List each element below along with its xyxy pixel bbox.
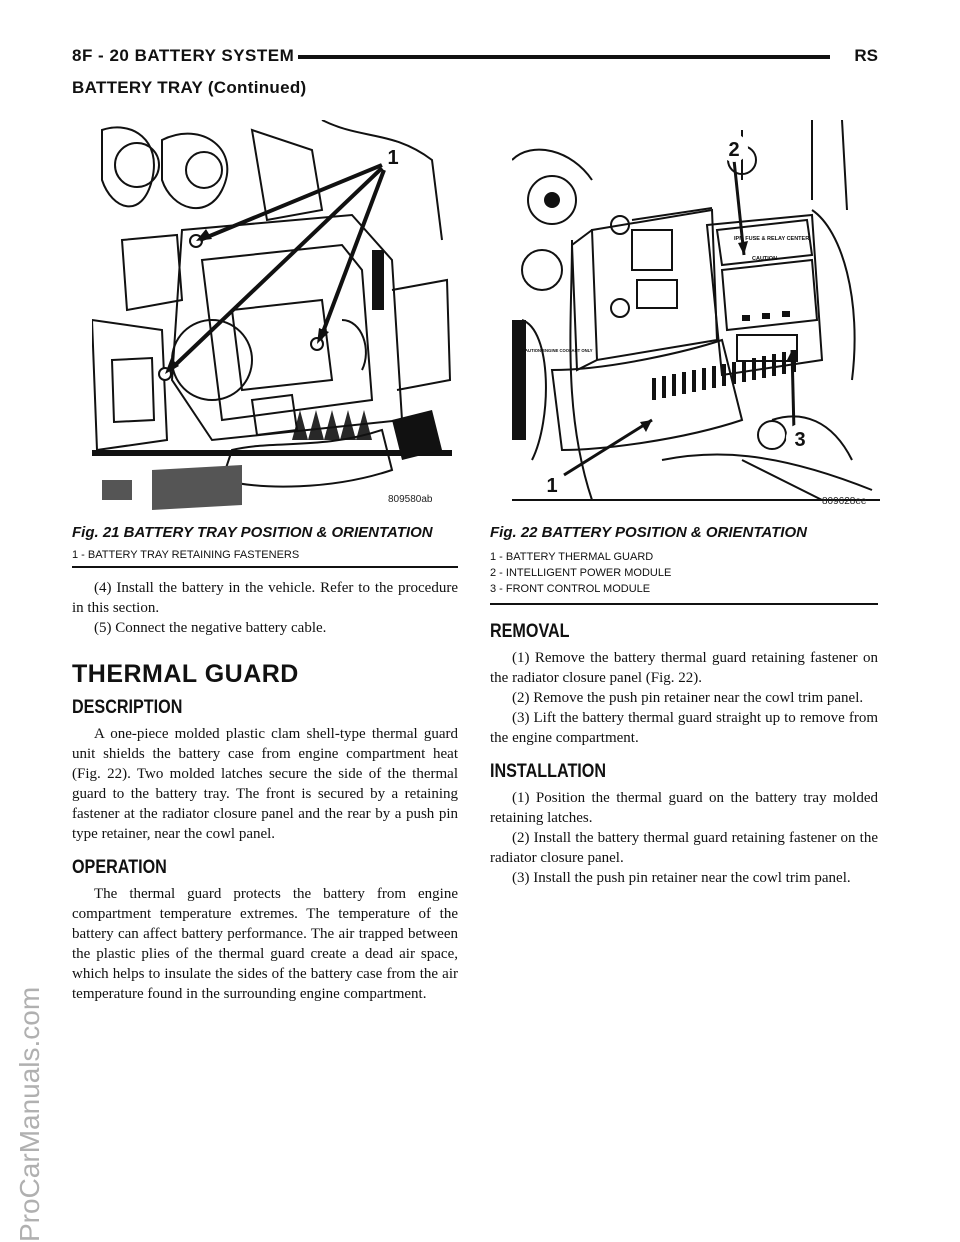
figure-22-caption: Fig. 22 BATTERY POSITION & ORIENTATION (490, 524, 807, 541)
legend-item: 1 - BATTERY THERMAL GUARD (490, 551, 654, 563)
left-column (72, 578, 458, 1004)
operation-heading: OPERATION (72, 857, 167, 878)
step-paragraph: (3) Install the push pin retainer near the cowl trim panel. (512, 870, 851, 886)
coolant-label: CAUTION ENGINE COOLANT ONLY (522, 348, 593, 353)
page-number-section: 8F - 20 BATTERY SYSTEM (72, 46, 295, 65)
figure-22-legend (490, 549, 671, 597)
step-paragraph: (2) Remove the push pin retainer near the cowl trim panel. (512, 690, 864, 706)
figure-21-legend (72, 547, 299, 563)
manual-code: RS (854, 46, 878, 65)
step-paragraph: (3) Lift the battery thermal guard straight up to remove from the engine compartment. (490, 710, 878, 746)
step-paragraph: (1) Position the thermal guard on the battery tray molded retaining latches. (490, 790, 878, 826)
figure-21-illustration (92, 120, 452, 510)
legend-item: 3 - FRONT CONTROL MODULE (490, 583, 651, 595)
right-column (490, 612, 878, 888)
figure-22-code: 809628ee (822, 496, 867, 507)
removal-heading: REMOVAL (490, 621, 570, 642)
legend-item: 2 - INTELLIGENT POWER MODULE (490, 567, 672, 579)
step-paragraph: (5) Connect the negative battery cable. (94, 620, 327, 636)
step-paragraph: (2) Install the battery thermal guard retaining fastener on the radiator closure panel. (490, 830, 878, 866)
battery-position-drawing (512, 120, 880, 510)
description-text: A one-piece molded plastic clam shell-type thermal guard unit shields the battery case from engine compartment heat (Fig. 22). Two molded latches secure the side of the thermal guard to the battery tray. The front is secured by a retaining fastener at the radiator closure panel and the rear by a push pin type retainer, near the cowl panel. (72, 726, 458, 842)
watermark: ProCarManuals.com (14, 986, 45, 1242)
callout-1-label: 1 (546, 475, 558, 497)
section-title: THERMAL GUARD (72, 660, 299, 688)
installation-heading: INSTALLATION (490, 761, 607, 782)
figure-22-illustration (512, 120, 880, 510)
page-header (72, 46, 878, 72)
ipm-label: IPM FUSE & RELAY CENTER (734, 236, 810, 242)
step-paragraph: (1) Remove the battery thermal guard retaining fastener on the radiator closure panel (Fig. 22). (490, 650, 878, 686)
caption-rule-left (72, 566, 458, 568)
caption-rule-right (490, 603, 878, 605)
callout-1-label: 1 (387, 147, 399, 169)
continued-heading: BATTERY TRAY (Continued) (72, 78, 307, 97)
operation-text: The thermal guard protects the battery from engine compartment temperature extremes. The temperature of the battery can affect battery performance. The air trapped between the plastic plies of the thermal guard create a dead air space, which helps to insulate the sides of the battery case from the air temperature found in the surrounding engine compartment. (72, 886, 458, 1002)
step-paragraph: (4) Install the battery in the vehicle. Refer to the procedure in this section. (72, 580, 458, 616)
ipm-caution-label: CAUTION (752, 256, 778, 262)
figure-21-caption: Fig. 21 BATTERY TRAY POSITION & ORIENTATION (72, 524, 433, 541)
battery-tray-drawing (92, 120, 452, 510)
callout-2-label: 2 (728, 139, 740, 161)
callout-3-label: 3 (794, 429, 806, 451)
header-rule (298, 55, 830, 59)
description-heading: DESCRIPTION (72, 697, 183, 718)
legend-item: 1 - BATTERY TRAY RETAINING FASTENERS (72, 549, 300, 561)
figure-21-code: 809580ab (388, 494, 433, 505)
